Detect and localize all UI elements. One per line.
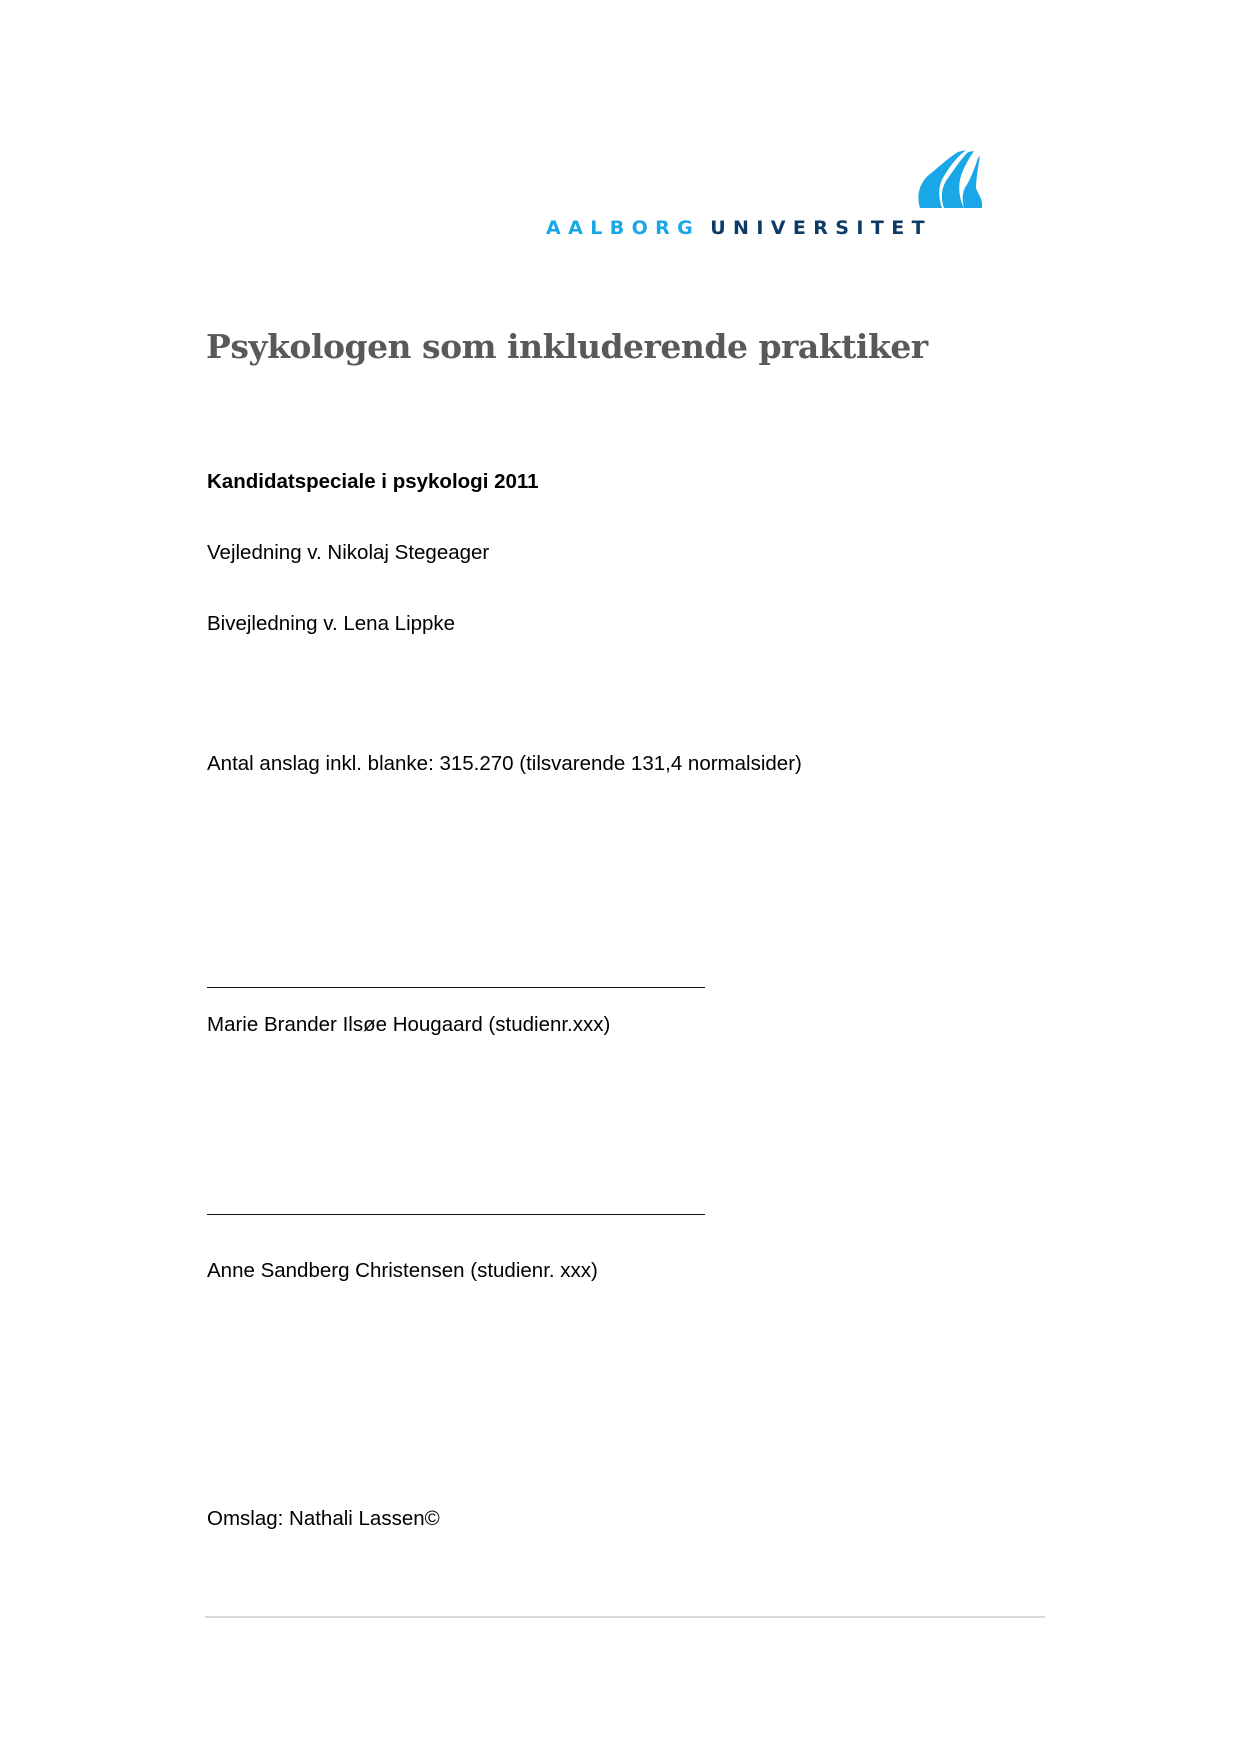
author-name: Marie Brander Ilsøe Hougaard (studienr.xxx) [207, 1013, 611, 1036]
signature-line [207, 987, 705, 988]
logo-word-aalborg: AALBORG [546, 217, 701, 239]
logo-word-universitet: UNIVERSITET [710, 217, 932, 239]
footer-divider [205, 1616, 1045, 1618]
supervisor-line: Vejledning v. Nikolaj Stegeager [207, 541, 490, 564]
document-title: Psykologen som inkluderende praktiker [206, 327, 928, 366]
author-name: Anne Sandberg Christensen (studienr. xxx) [207, 1259, 598, 1282]
university-logo [546, 148, 1036, 240]
co-supervisor-line: Bivejledning v. Lena Lippke [207, 612, 456, 635]
cover-credit: Omslag: Nathali Lassen© [207, 1507, 440, 1530]
character-count: Antal anslag inkl. blanke: 315.270 (tilsvarende 131,4 normalsider) [207, 752, 802, 775]
thesis-subtitle: Kandidatspeciale i psykologi 2011 [207, 470, 539, 493]
logo-wordmark [546, 218, 932, 238]
signature-line [207, 1214, 705, 1215]
aau-waves-icon [914, 150, 982, 208]
